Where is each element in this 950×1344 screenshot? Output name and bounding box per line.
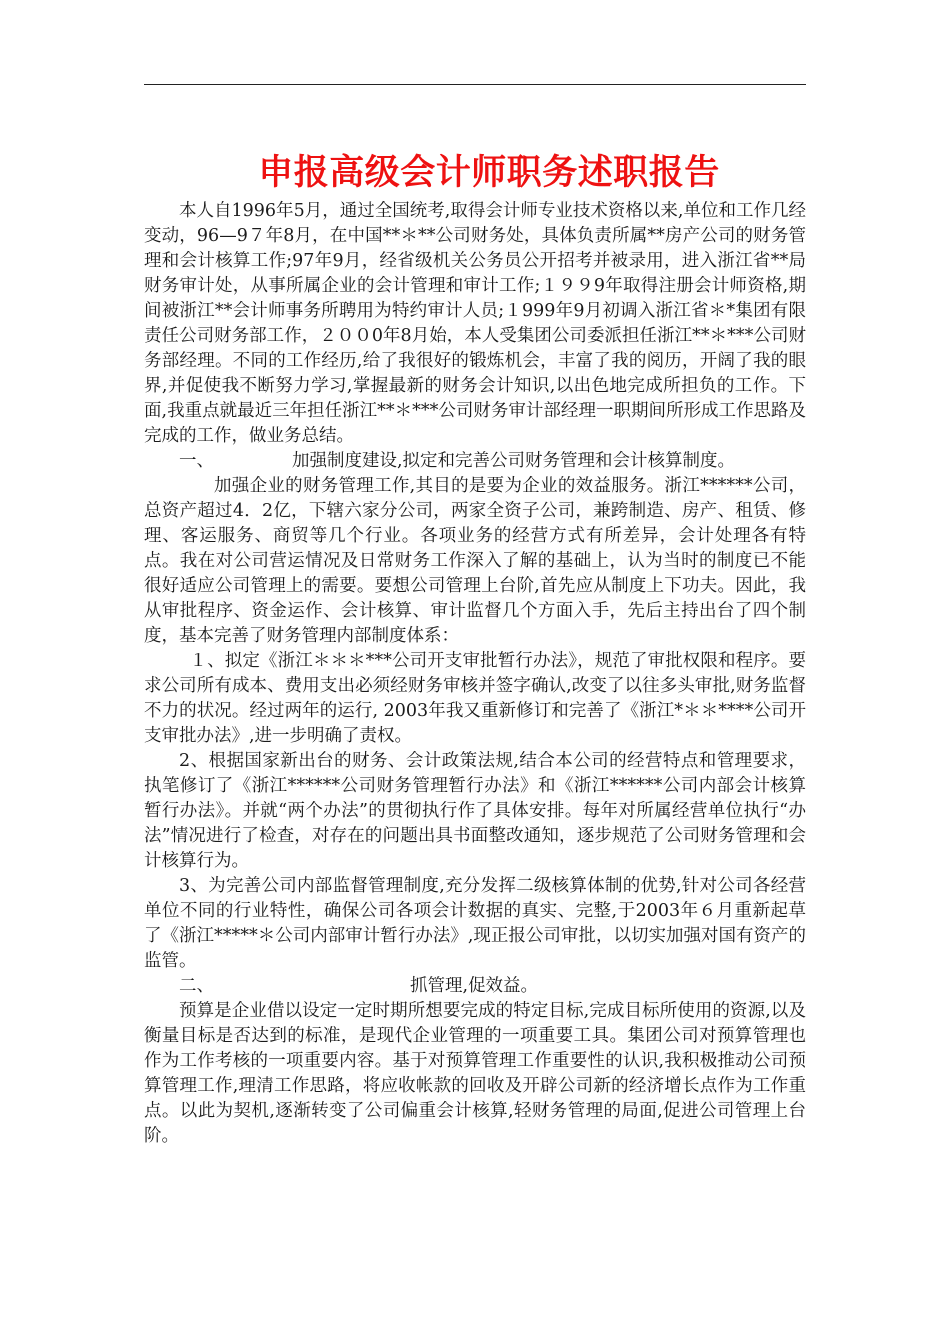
header-rule [144, 84, 806, 85]
section-heading-text: 抓管理,促效益。 [410, 976, 539, 996]
section-number: 一、 [179, 451, 214, 471]
paragraph-section1-intro: 加强企业的财务管理工作,其目的是要为企业的效益服务。浙江******公司，总资产超过4．2亿，下辖六家分公司，两家全资子公司，兼跨制造、房产、租赁、修理、客运服务、商贸等几个行业。各项业务的经营方式有所差异，会计处理各有特点。我在对公司营运情况及日常财务工作深入了解的基础上，认为当时的制度已不能很好适应公司管理上的需要。要想公司管理上台阶,首先应从制度上下功夫。因此，我从审批程序、资金运作、会计核算、审计监督几个方面入手，先后主持出台了四个制度，基本完善了财务管理内部制度体系： [144, 476, 806, 646]
section-heading-2 [144, 974, 806, 999]
document-body [144, 199, 806, 1149]
paragraph-intro: 本人自1996年5月，通过全国统考,取得会计师专业技术资格以来,单位和工作几经变动，96—9７年8月，在中国**＊**公司财务处，具体负责所属**房产公司的财务管理和会计核算工作;97年9月，经省级机关公务员公开招考并被录用，进入浙江省**局财务审计处，从事所属企业的会计管理和审计工作;１９９9年取得注册会计师资格,期间被浙江**会计师事务所聘用为特约审计人员;１999年9月初调入浙江省＊*集团有限责任公司财务部工作，２００0年8月始，本人受集团公司委派担任浙江**＊***公司财务部经理。不同的工作经历,给了我很好的锻炼机会，丰富了我的阅历，开阔了我的眼界,并促使我不断努力学习,掌握最新的财务会计知识,以出色地完成所担负的工作。下面,我重点就最近三年担任浙江**＊***公司财务审计部经理一职期间所形成工作思路及完成的工作，做业务总结。 [144, 201, 806, 446]
section-number: 二、 [179, 976, 214, 996]
section-heading-text: 加强制度建设,拟定和完善公司财务管理和会计核算制度。 [292, 451, 736, 471]
section-heading-1 [144, 449, 806, 474]
document-title: 申报高级会计师职务述职报告 [258, 153, 720, 194]
paragraph-item-2: 2、根据国家新出台的财务、会计政策法规,结合本公司的经营特点和管理要求，执笔修订了《浙江******公司财务管理暂行办法》和《浙江******公司内部会计核算暂行办法》。并就“两个办法”的贯彻执行作了具体安排。每年对所属经营单位执行“办法”情况进行了检查，对存在的问题出具书面整改通知，逐步规范了公司财务管理和会计核算行为。 [144, 751, 806, 871]
paragraph-item-1: １、拟定《浙江＊＊＊***公司开支审批暂行办法》，规范了审批权限和程序。要求公司所有成本、费用支出必须经财务审核并签字确认,改变了以往多头审批,财务监督不力的状况。经过两年的运行, 2003年我又重新修订和完善了《浙江*＊＊****公司开支审批办法》,进一步明确了责权。 [144, 651, 806, 746]
paragraph-budget: 预算是企业借以设定一定时期所想要完成的特定目标,完成目标所使用的资源,以及衡量目标是否达到的标准，是现代企业管理的一项重要工具。集团公司对预算管理也作为工作考核的一项重要内容。基于对预算管理工作重要性的认识,我积极推动公司预算管理工作,理清工作思路，将应收帐款的回收及开辟公司新的经济增长点作为工作重点。以此为契机,逐渐转变了公司偏重会计核算,轻财务管理的局面,促进公司管理上台阶。 [144, 1001, 806, 1146]
paragraph-item-3: 3、为完善公司内部监督管理制度,充分发挥二级核算体制的优势,针对公司各经营单位不同的行业特性，确保公司各项会计数据的真实、完整,于2003年６月重新起草了《浙江*****＊公司内部审计暂行办法》,现正报公司审批，以切实加强对国有资产的监管。 [144, 876, 806, 971]
